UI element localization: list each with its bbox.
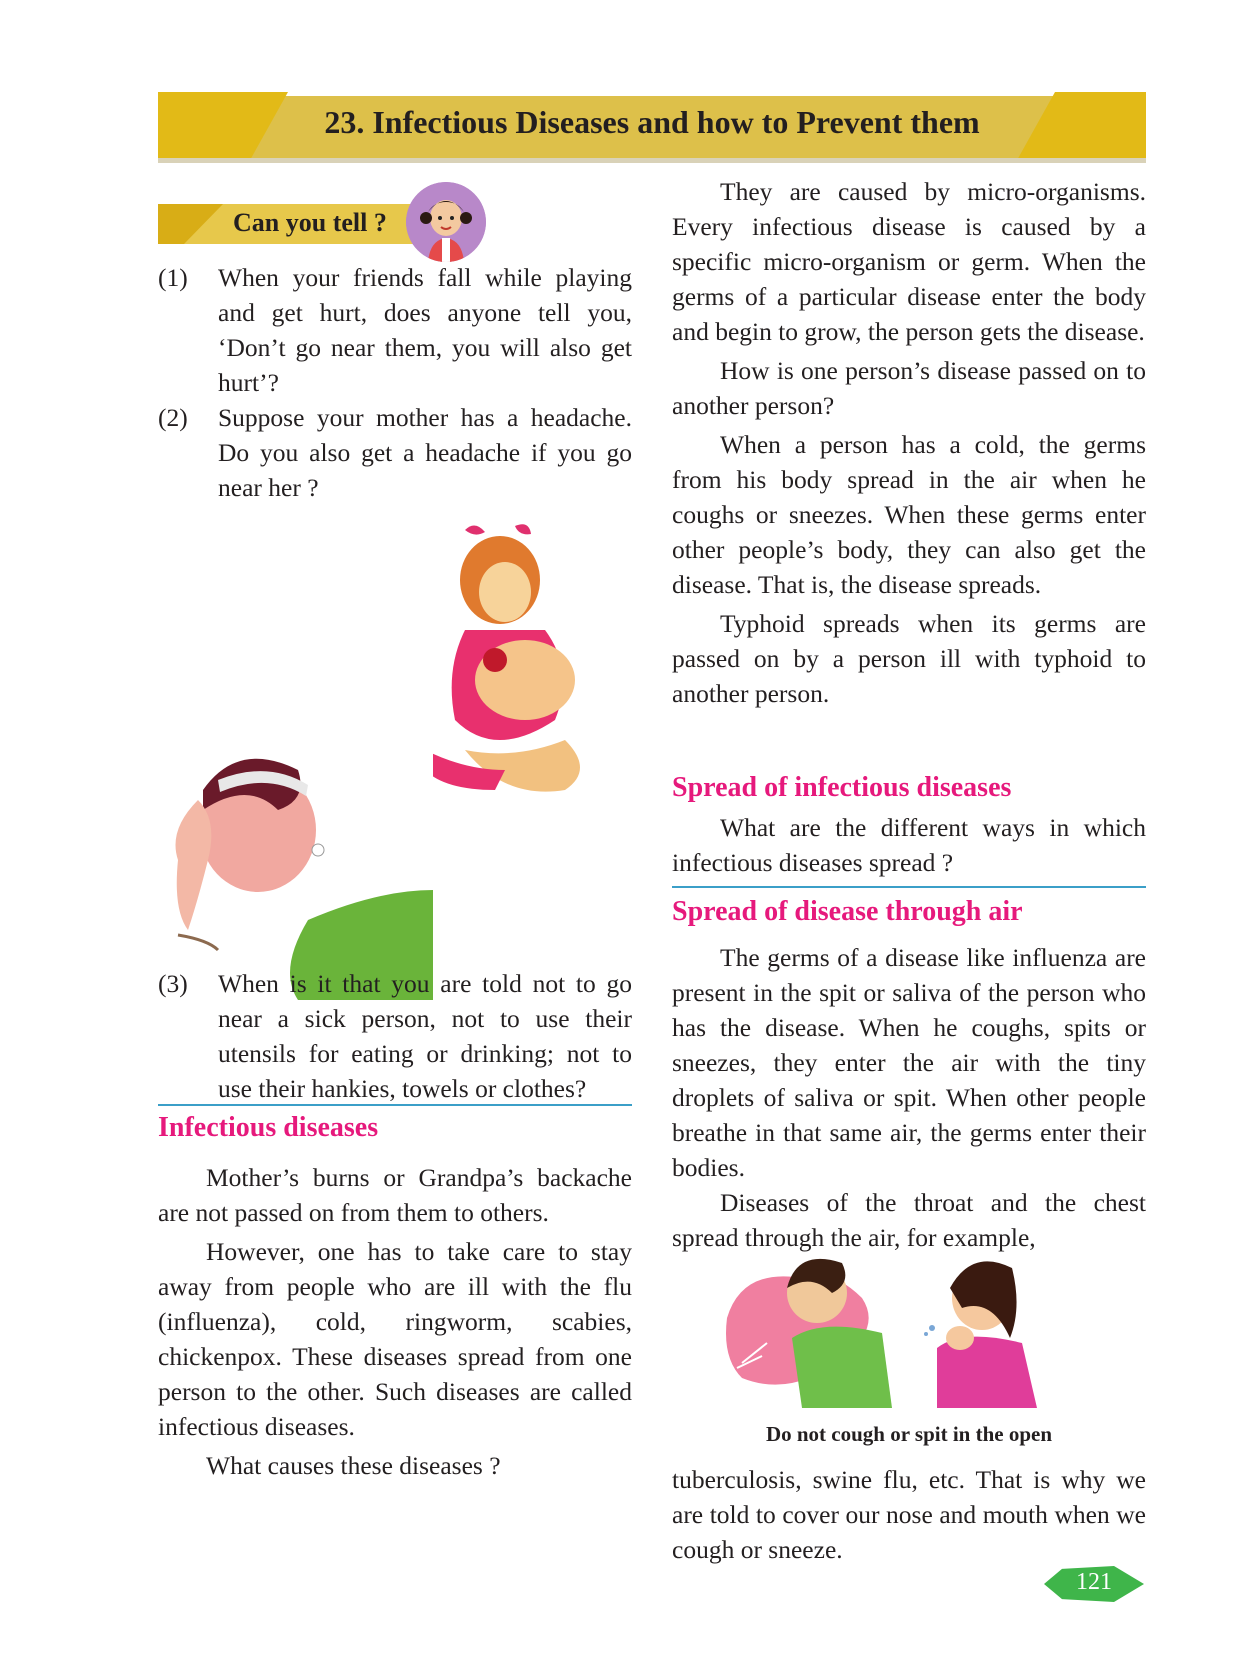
question-text: When your friends fall while playing and get hurt, does anyone tell you, ‘Don’t go near them, you will also get hurt’? <box>218 263 632 397</box>
question-3-block <box>158 966 632 1106</box>
paragraph: Mother’s burns or Grandpa’s backache are not passed on from them to others. <box>158 1163 632 1227</box>
chapter-title: 23. Infectious Diseases and how to Prevent them <box>324 104 980 140</box>
paragraph: When a person has a cold, the germs from his body spread in the air when he coughs or sneezes. When these germs enter other people’s body, they can also get the disease. That is, the disease spreads. <box>672 430 1146 599</box>
question-text: Suppose your mother has a headache. Do you also get a headache if you go near her ? <box>218 403 632 502</box>
paragraph: The germs of a disease like influenza are present in the spit or saliva of the person who has the disease. When he coughs, spits or sneezes, they enter the air with the tiny droplets of saliva or spit. When other people breathe in that same air, the germs enter their bodies. <box>672 943 1146 1182</box>
can-you-tell-label: Can you tell ? <box>233 208 387 237</box>
paragraph: What causes these diseases ? <box>206 1451 501 1480</box>
hurt-girl-illustration <box>405 520 625 820</box>
illustration-caption: Do not cough or spit in the open <box>765 1422 1053 1446</box>
paragraph: What are the different ways in which infectious diseases spread ? <box>672 813 1146 877</box>
continuation-block <box>672 1462 1146 1567</box>
page-number-badge <box>1044 1566 1144 1602</box>
paragraph: Typhoid spreads when its germs are passed on by a person ill with typhoid to another person. <box>672 609 1146 708</box>
paragraph: However, one has to take care to stay away from people who are ill with the flu (influenza), cold, ringworm, scabies, chickenpox. These diseases spread from one person to the other. Such diseases are called infectious diseases. <box>158 1237 632 1441</box>
paragraph: Diseases of the throat and the chest spread through the air, for example, <box>672 1188 1146 1252</box>
spread-text-block <box>672 810 1146 880</box>
can-you-tell-badge <box>158 204 463 248</box>
question-number: (1) <box>158 263 188 292</box>
paragraph: How is one person’s disease passed on to another person? <box>672 356 1146 420</box>
chapter-banner <box>158 92 1146 162</box>
question-number: (2) <box>158 403 188 432</box>
question-number: (3) <box>158 969 188 998</box>
air-text-block <box>672 940 1146 1255</box>
question-text: When is it that you are told not to go near a sick person, not to use their utensils for eating or drinking; not to use their hankies, towels or clothes? <box>218 969 632 1103</box>
infectious-text <box>158 1160 632 1483</box>
infectious-heading: Infectious diseases <box>158 1112 379 1143</box>
banner-shadow <box>158 158 1146 163</box>
question-1 <box>158 260 632 400</box>
girl-avatar-icon <box>406 182 486 262</box>
section-divider <box>158 1104 632 1106</box>
spread-heading: Spread of infectious diseases <box>672 772 1012 803</box>
coughing-children-illustration <box>722 1248 1082 1408</box>
paragraph: They are caused by micro-organisms. Every infectious disease is caused by a specific micro-organism or germ. When the germs of a particular disease enter the body and begin to grow, the person gets the disease. <box>672 177 1146 346</box>
paragraph: tuberculosis, swine flu, etc. That is why we are told to cover our nose and mouth when we cough or sneeze. <box>672 1465 1146 1564</box>
air-heading: Spread of disease through air <box>672 896 1023 927</box>
right-column-intro <box>672 174 1146 711</box>
page-number: 121 <box>1076 1569 1112 1595</box>
woman-headache-illustration <box>158 740 433 1000</box>
questions-1-2 <box>158 260 632 505</box>
question-2 <box>158 400 632 505</box>
question-3 <box>158 966 632 1106</box>
section-divider <box>672 886 1146 888</box>
